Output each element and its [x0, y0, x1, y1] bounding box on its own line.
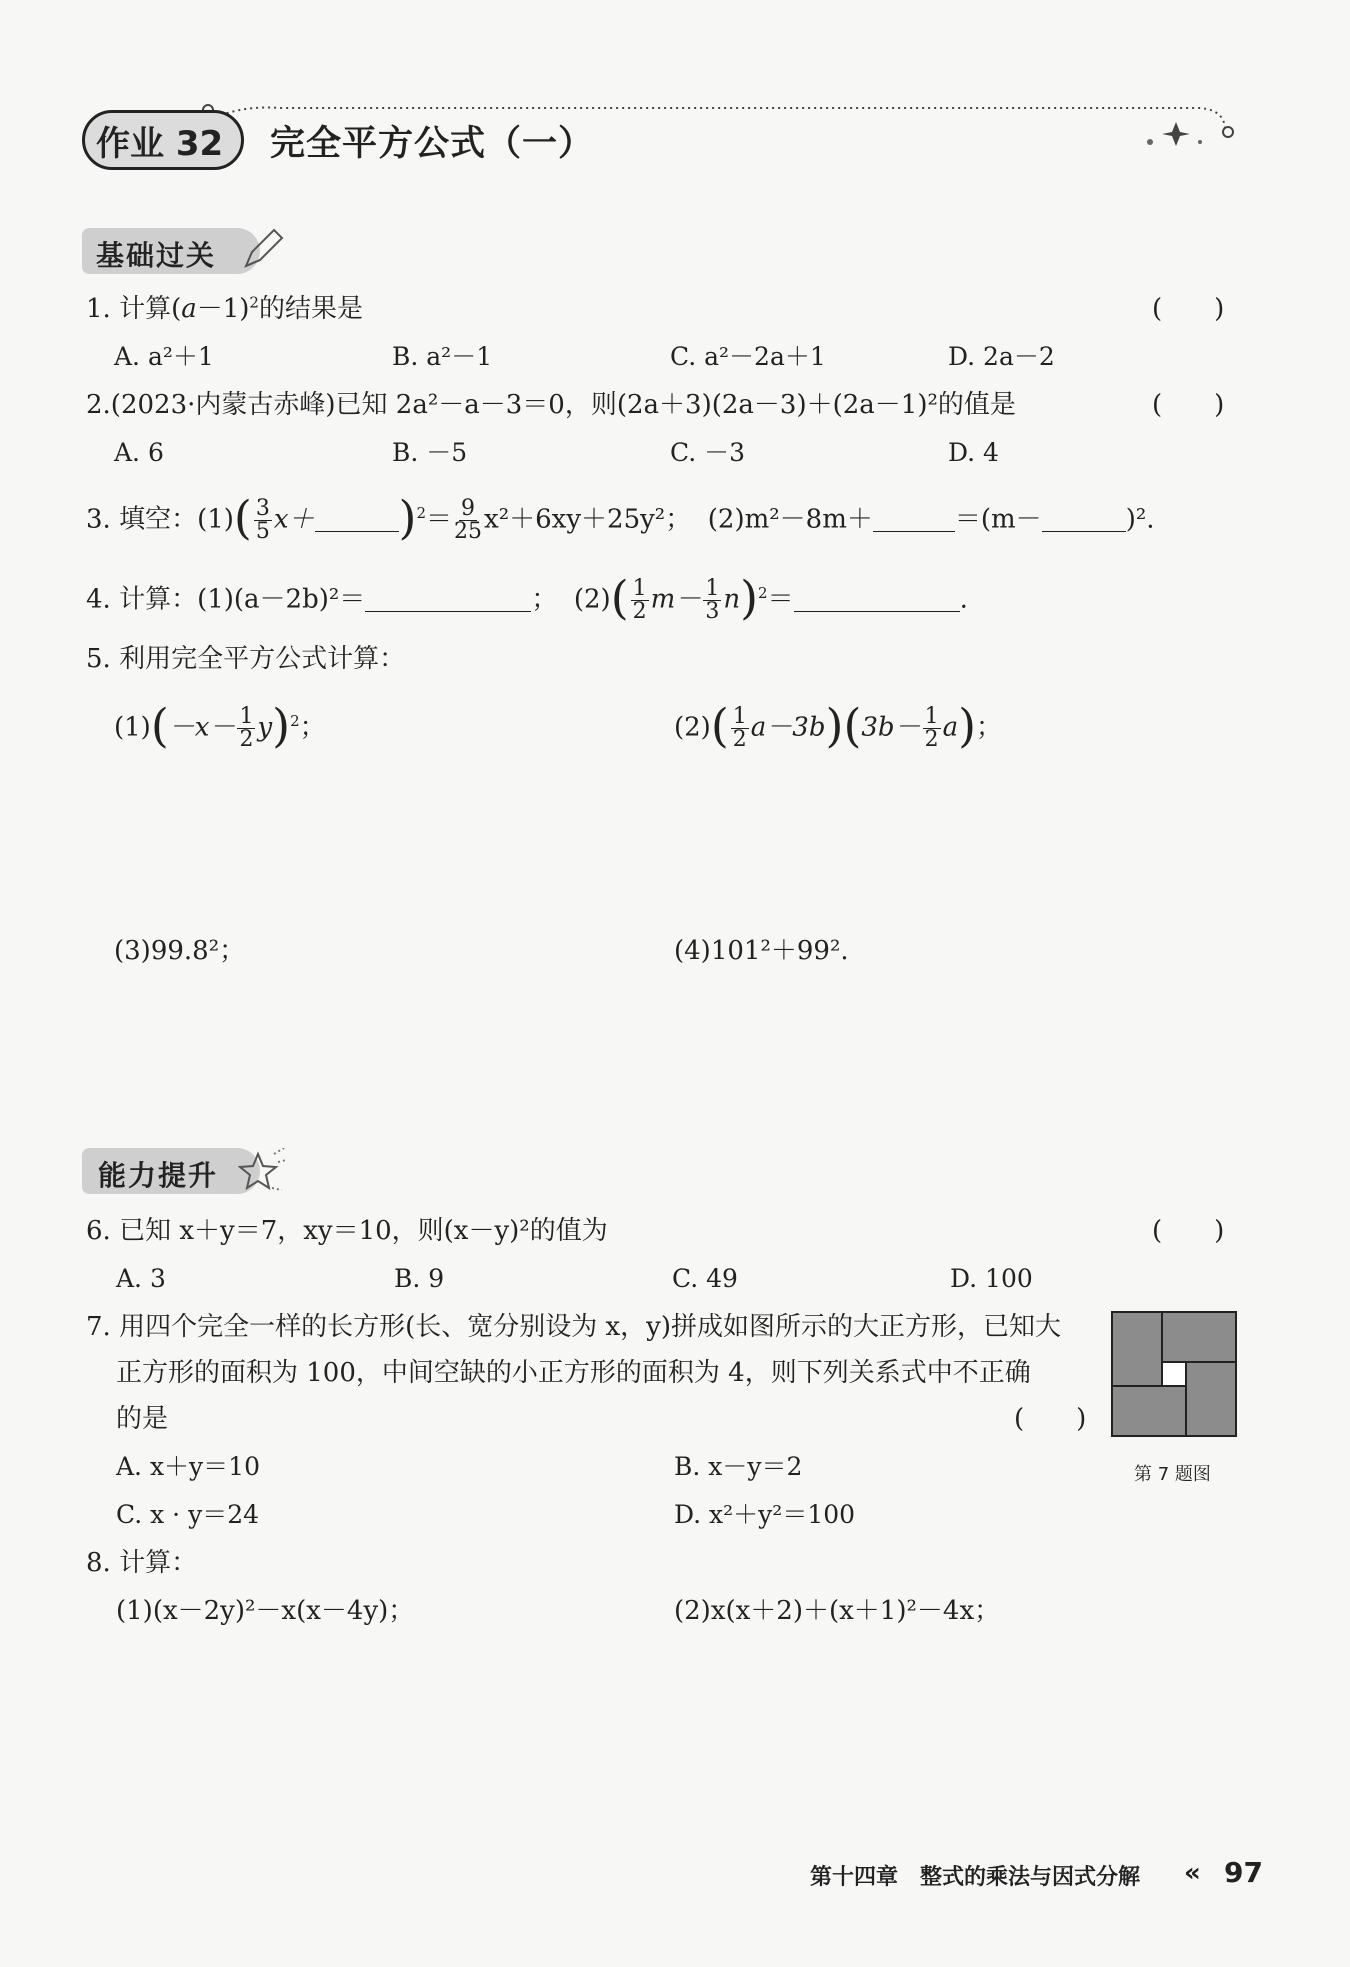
section-title-advanced: 能力提升 — [98, 1159, 219, 1192]
q6-option-b: B. 9 — [394, 1264, 445, 1293]
q7-option-c: C. x · y＝24 — [116, 1500, 260, 1529]
q6-option-a: A. 3 — [116, 1264, 166, 1293]
fraction: $\frac{1}{2}$ — [924, 704, 939, 752]
section-title-basic: 基础过关 — [96, 239, 217, 272]
q5-part-1: (1)(－x－ $\frac{1}{2}$ y)$^2$； — [114, 698, 326, 753]
fill-blank-3-2[interactable] — [873, 505, 955, 532]
answer-paren-7[interactable]: ( ) — [1014, 1404, 1087, 1434]
q8-part-1: (1)(x－2y)²－x(x－4y)； — [116, 1596, 415, 1626]
q2-option-d: D. 4 — [948, 438, 999, 467]
q1-option-b: B. a²－1 — [392, 342, 493, 371]
fraction: $\frac{1}{2}$ — [732, 704, 747, 752]
fill-blank-4-1[interactable] — [365, 585, 531, 612]
homework-number: 作业 32 — [96, 124, 224, 164]
q2-option-a: A. 6 — [114, 438, 164, 467]
q1-option-d: D. 2a－2 — [948, 342, 1055, 371]
question-5-stem: 5. 利用完全平方公式计算： — [86, 644, 406, 674]
chapter-footer: 第十四章 整式的乘法与因式分解 — [810, 1865, 1141, 1890]
q7-option-b: B. x－y＝2 — [674, 1452, 803, 1481]
fill-blank-3-3[interactable] — [1042, 505, 1126, 532]
answer-paren-6[interactable]: ( ) — [1152, 1216, 1225, 1246]
q6-option-d: D. 100 — [950, 1264, 1033, 1293]
fill-blank-4-2[interactable] — [794, 585, 960, 612]
q5-part-2: (2)( $\frac{1}{2}$ a－3b)(3b－ $\frac{1}{2}$ a)； — [674, 698, 1003, 753]
question-7-line-2: 正方形的面积为 100，中间空缺的小正方形的面积为 4，则下列关系式中不正确 — [116, 1358, 1031, 1388]
q8-part-2: (2)x(x＋2)＋(x＋1)²－4x； — [674, 1596, 1001, 1626]
fraction: $\frac{3}{5}$ — [255, 496, 270, 544]
page-title: 完全平方公式（一） — [270, 124, 595, 164]
fraction: $\frac{1}{3}$ — [705, 576, 720, 624]
q7-option-a: A. x＋y＝10 — [116, 1452, 260, 1481]
fraction: $\frac{1}{2}$ — [239, 704, 254, 752]
question-7-line-1: 7. 用四个完全一样的长方形(长、宽分别设为 x，y)拼成如图所示的大正方形，已知大 — [86, 1312, 1061, 1342]
q7-option-d: D. x²＋y²＝100 — [674, 1500, 856, 1529]
question-2-stem: 2.(2023·内蒙古赤峰)已知 2a²－a－3＝0，则(2a＋3)(2a－3)＋(2a－1)²的值是 — [86, 390, 1016, 420]
question-6-stem: 6. 已知 x＋y＝7，xy＝10，则(x－y)²的值为 — [86, 1216, 608, 1246]
q5-part-4: (4)101²＋99². — [674, 936, 849, 966]
question-7-line-3: 的是 — [116, 1404, 169, 1434]
q1-option-c: C. a²－2a＋1 — [670, 342, 826, 371]
q5-part-3: (3)99.8²； — [114, 936, 246, 966]
question-8-stem: 8. 计算： — [86, 1548, 198, 1578]
page-number: 97 — [1224, 1856, 1263, 1889]
double-chevron-icon: « — [1184, 1858, 1201, 1888]
q2-option-c: C. －3 — [670, 438, 746, 467]
fraction: $\frac{9}{25}$ — [454, 496, 483, 544]
question-3: 3. 填空：(1)( $\frac{3}{5}$ x＋ )$^2$＝ $\frac{9}{25}$ x²＋6xy＋25y²； (2)m²－8m＋ ＝(m－ )². — [86, 490, 1155, 545]
sparkle-icon — [1140, 118, 1220, 148]
q1-option-a: A. a²＋1 — [114, 342, 214, 371]
fraction: $\frac{1}{2}$ — [632, 576, 647, 624]
question-4: 4. 计算：(1)(a－2b)²＝ ； (2)( $\frac{1}{2}$ m－ $\frac{1}{3}$ n)$^2$＝ . — [86, 570, 968, 625]
question-1-stem: 1. 计算$(a-1)^2$的结果是 — [86, 293, 363, 324]
square-figure — [1110, 1310, 1238, 1440]
q6-option-c: C. 49 — [672, 1264, 738, 1293]
figure-caption: 第 7 题图 — [1134, 1464, 1211, 1485]
star-icon — [238, 1148, 288, 1194]
pencil-icon — [238, 226, 286, 274]
fill-blank-3-1[interactable] — [315, 505, 399, 532]
answer-paren-1[interactable]: ( ) — [1152, 294, 1225, 324]
answer-paren-2[interactable]: ( ) — [1152, 390, 1225, 420]
q2-option-b: B. －5 — [392, 438, 468, 467]
